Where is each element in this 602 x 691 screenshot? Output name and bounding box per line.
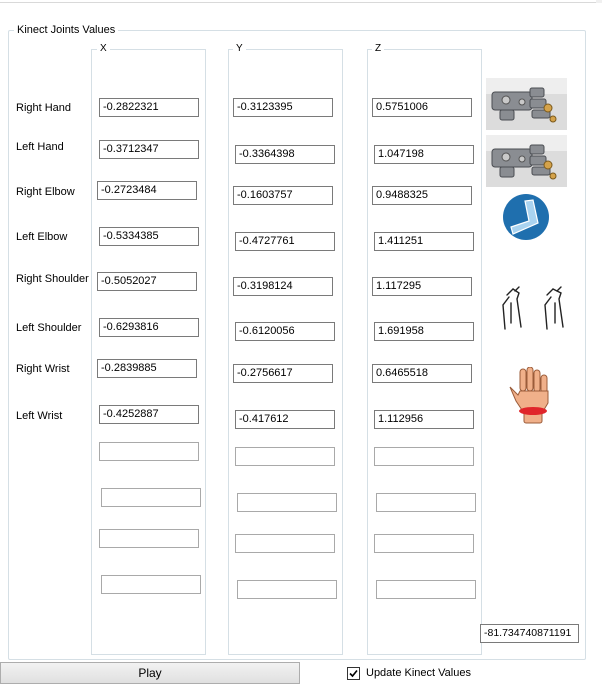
empty-z-field-2[interactable]: [376, 493, 476, 512]
update-kinect-label[interactable]: Update Kinect Values: [366, 667, 471, 679]
wrist-icon: [506, 367, 558, 425]
left-hand-x-field[interactable]: -0.3712347: [99, 140, 199, 159]
elbow-icon: [501, 193, 551, 241]
update-kinect-checkbox[interactable]: [347, 667, 360, 680]
right-hand-x-field[interactable]: -0.2822321: [99, 98, 199, 117]
left-wrist-z-field[interactable]: 1.112956: [374, 410, 474, 429]
angle-value-field[interactable]: -81.734740871191: [480, 624, 579, 643]
empty-z-field-4[interactable]: [376, 580, 476, 599]
right-elbow-x-field[interactable]: -0.2723484: [97, 181, 197, 200]
left-shoulder-z-field[interactable]: 1.691958: [374, 322, 474, 341]
left-shoulder-y-field[interactable]: -0.6120056: [235, 322, 335, 341]
right-shoulder-y-field[interactable]: -0.3198124: [233, 277, 333, 296]
left-hand-y-field[interactable]: -0.3364398: [235, 145, 335, 164]
group-title: Kinect Joints Values: [14, 24, 118, 36]
label-right-wrist: Right Wrist: [16, 363, 70, 375]
empty-x-field-1[interactable]: [99, 442, 199, 461]
right-hand-y-field[interactable]: -0.3123395: [233, 98, 333, 117]
y-column-box: [228, 49, 343, 655]
empty-y-field-1[interactable]: [235, 447, 335, 466]
left-wrist-x-field[interactable]: -0.4252887: [99, 405, 199, 424]
right-elbow-y-field[interactable]: -0.1603757: [233, 186, 333, 205]
left-hand-z-field[interactable]: 1.047198: [374, 145, 474, 164]
z-column-box: [367, 49, 482, 655]
play-button[interactable]: Play: [0, 662, 300, 684]
empty-z-field-1[interactable]: [374, 447, 474, 466]
empty-y-field-2[interactable]: [237, 493, 337, 512]
y-column-title: Y: [233, 43, 246, 54]
empty-z-field-3[interactable]: [374, 534, 474, 553]
empty-y-field-3[interactable]: [235, 534, 335, 553]
shoulders-icon: [499, 285, 567, 331]
label-right-elbow: Right Elbow: [16, 186, 75, 198]
right-shoulder-z-field[interactable]: 1.117295: [372, 277, 472, 296]
right-wrist-x-field[interactable]: -0.2839885: [97, 359, 197, 378]
x-column-title: X: [97, 43, 110, 54]
empty-x-field-4[interactable]: [101, 575, 201, 594]
label-left-wrist: Left Wrist: [16, 410, 63, 422]
z-column-title: Z: [372, 43, 384, 54]
left-elbow-x-field[interactable]: -0.5334385: [99, 227, 199, 246]
left-shoulder-x-field[interactable]: -0.6293816: [99, 318, 199, 337]
left-wrist-y-field[interactable]: -0.417612: [235, 410, 335, 429]
empty-x-field-3[interactable]: [99, 529, 199, 548]
right-wrist-z-field[interactable]: 0.6465518: [372, 364, 472, 383]
right-shoulder-x-field[interactable]: -0.5052027: [97, 272, 197, 291]
label-right-shoulder: Right Shoulder: [16, 273, 89, 285]
left-elbow-y-field[interactable]: -0.4727761: [235, 232, 335, 251]
robot-hand-icon: [486, 78, 567, 130]
right-elbow-z-field[interactable]: 0.9488325: [372, 186, 472, 205]
label-left-hand: Left Hand: [16, 141, 64, 153]
left-elbow-z-field[interactable]: 1.411251: [374, 232, 474, 251]
label-left-elbow: Left Elbow: [16, 231, 68, 243]
right-wrist-y-field[interactable]: -0.2756617: [233, 364, 333, 383]
right-hand-z-field[interactable]: 0.5751006: [372, 98, 472, 117]
label-right-hand: Right Hand: [16, 102, 72, 114]
label-left-shoulder: Left Shoulder: [16, 322, 82, 334]
empty-y-field-4[interactable]: [237, 580, 337, 599]
check-icon: [348, 668, 359, 679]
top-border: [0, 2, 602, 3]
empty-x-field-2[interactable]: [101, 488, 201, 507]
robot-hand-icon: [486, 135, 567, 187]
top-corner: [596, 0, 602, 3]
